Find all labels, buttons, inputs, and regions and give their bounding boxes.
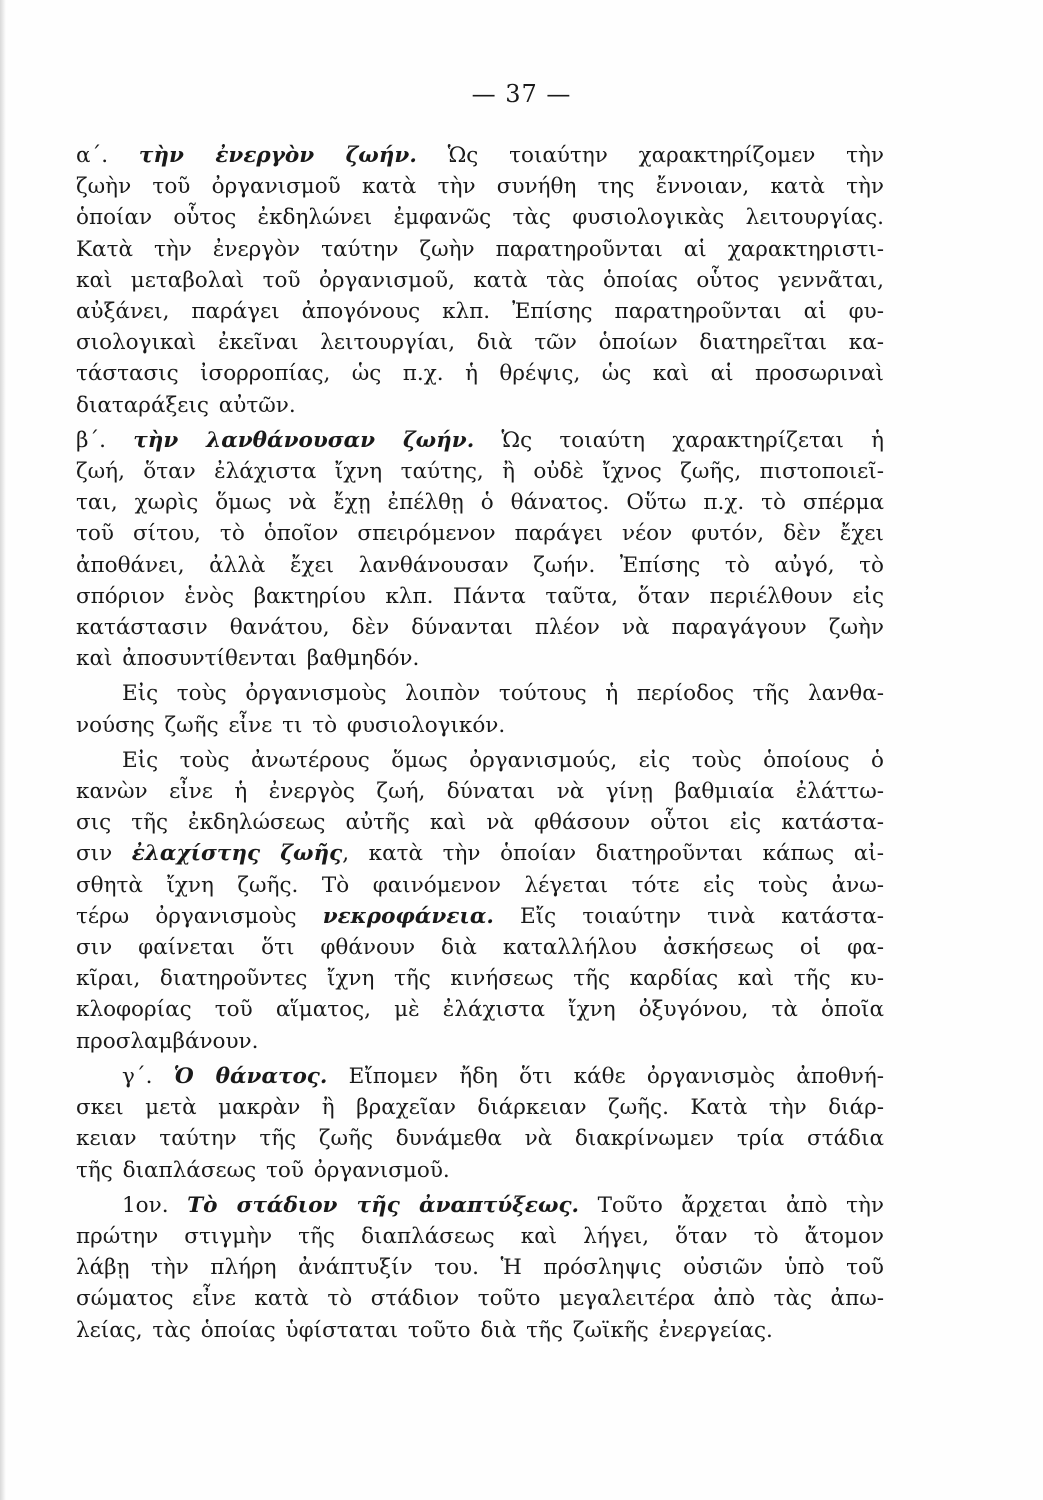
text-line <box>76 358 884 389</box>
emphasized-term: Ὁ θάνατος. <box>173 1063 328 1089</box>
text-line <box>76 870 884 901</box>
text-line <box>76 1283 884 1314</box>
text-line <box>76 838 884 869</box>
emphasized-term: τὴν ἐνεργὸν ζωήν. <box>138 143 417 168</box>
text-run: Τοῦτο ἄρχεται ἀπὸ τὴν <box>579 1192 884 1218</box>
text-line <box>76 296 884 327</box>
text-run: Εἰς τοὺς ἀνωτέρους ὅμως ὀργανισμούς, εἰς τοὺς ὁποίους ὁ <box>122 747 884 773</box>
text-run: σώματος εἶνε κατὰ τὸ στάδιον τοῦτο μεγαλειτέρα ἀπὸ τὰς ἀπω- <box>76 1286 884 1312</box>
paragraph-p6 <box>76 1190 884 1346</box>
text-run: ἀποθάνει, ἀλλὰ ἔχει λανθάνουσαν ζωήν. Ἐπίσης τὸ αὐγό, τὸ <box>76 552 884 578</box>
text-run: ζωή, ὅταν ἐλάχιστα ἴχνη ταύτης, ἢ οὐδὲ ἴχνος ζωῆς, πιστοποιεῖ- <box>76 459 884 485</box>
text-run: σπόριον ἑνὸς βακτηρίου κλπ. Πάντα ταῦτα, ὅταν περιέλθουν εἰς <box>76 583 884 609</box>
text-run: σθητὰ ἴχνη ζωῆς. Τὸ φαινόμενον λέγεται τότε εἰς τοὺς ἀνω- <box>76 872 884 898</box>
text-line <box>76 1061 884 1092</box>
text-line <box>76 643 884 674</box>
text-line <box>76 550 884 581</box>
text-run: κατάστασιν θανάτου, δὲν δύνανται πλέον νὰ παραγάγουν ζωὴν <box>76 615 884 641</box>
text-line <box>76 265 884 296</box>
text-line <box>76 425 884 456</box>
text-line <box>76 963 884 994</box>
text-line <box>76 1092 884 1123</box>
page-edge-shadow <box>0 0 6 1500</box>
text-line <box>76 581 884 612</box>
text-line <box>76 678 884 709</box>
text-run: Ὡς τοιαύτην χαρακτηρίζομεν τὴν <box>416 143 884 168</box>
text-line <box>76 1221 884 1252</box>
text-run: καὶ ἀποσυντίθενται βαθμηδόν. <box>76 646 420 672</box>
text-run: σκει μετὰ μακρὰν ἢ βραχεῖαν διάρκειαν ζωῆς. Κατὰ τὴν διάρ- <box>76 1095 884 1121</box>
emphasized-term: τὴν λανθάνουσαν ζωήν. <box>133 427 475 453</box>
text-run: σις τῆς ἐκδηλώσεως αὐτῆς καὶ νὰ φθάσουν οὗτοι εἰς κατάστα- <box>76 810 884 836</box>
text-run: σιν φαίνεται ὅτι φθάνουν διὰ καταλλήλου ἀσκήσεως οἱ φα- <box>76 935 884 961</box>
text-line <box>76 234 884 265</box>
text-line <box>76 807 884 838</box>
text-line <box>76 994 884 1025</box>
text-run: τοῦ σίτου, τὸ ὁποῖον σπειρόμενον παράγει νέον φυτόν, δὲν ἔχει <box>76 521 884 547</box>
text-line <box>76 776 884 807</box>
paragraph-p1 <box>76 140 884 421</box>
text-line <box>76 1155 884 1186</box>
text-line <box>76 932 884 963</box>
text-run: Εἰς τοὺς ὀργανισμοὺς λοιπὸν τούτους ἡ περίοδος τῆς λανθα- <box>122 681 884 707</box>
text-line <box>76 171 884 202</box>
text-line <box>76 1123 884 1154</box>
text-run: νούσης ζωῆς εἶνε τι τὸ φυσιολογικόν. <box>76 712 506 738</box>
text-line <box>76 1026 884 1057</box>
text-line <box>76 710 884 741</box>
text-line <box>76 140 884 171</box>
text-run: προσλαμβάνουν. <box>76 1028 259 1054</box>
text-run: πρώτην στιγμὴν τῆς διαπλάσεως καὶ λήγει, ὅταν τὸ ἄτομον <box>76 1223 884 1249</box>
emphasized-term: νεκροφάνεια. <box>322 903 494 929</box>
text-run: Κατὰ τὴν ἐνεργὸν ταύτην ζωὴν παρατηροῦνται αἱ χαρακτηριστι- <box>76 236 884 262</box>
text-run: σιολογικαὶ ἐκεῖναι λειτουργίαι, διὰ τῶν ὁποίων διατηρεῖται κα- <box>76 330 884 356</box>
text-run: λάβῃ τὴν πλήρη ἀνάπτυξίν του. Ἡ πρόσληψις οὐσιῶν ὑπὸ τοῦ <box>76 1255 884 1281</box>
text-line <box>76 390 884 421</box>
text-line <box>76 1190 884 1221</box>
body-text <box>76 140 884 1350</box>
text-run: τάστασις ἰσορροπίας, ὡς π.χ. ἡ θρέψις, ὡς καὶ αἱ προσωριναὶ <box>76 361 884 387</box>
text-run: κλοφορίας τοῦ αἵματος, μὲ ἐλάχιστα ἴχνη ὀξυγόνου, τὰ ὁποῖα <box>76 997 884 1023</box>
text-run: σιν <box>76 841 132 867</box>
emphasized-term: ἐλαχίστης ζωῆς <box>131 841 343 867</box>
text-run: , κατὰ τὴν ὁποίαν διατηροῦνται κάπως αἰ- <box>342 841 884 867</box>
text-run: τέρω ὀργανισμοὺς <box>76 903 323 929</box>
text-line <box>76 1315 884 1346</box>
text-line <box>76 612 884 643</box>
text-run: τῆς διαπλάσεως τοῦ ὀργανισμοῦ. <box>76 1157 450 1183</box>
text-run: κῖραι, διατηροῦντες ἴχνη τῆς κινήσεως τῆς καρδίας καὶ τῆς κυ- <box>76 966 884 992</box>
text-run: αὐξάνει, παράγει ἀπογόνους κλπ. Ἐπίσης παρατηροῦνται αἱ φυ- <box>76 299 884 325</box>
text-line <box>76 456 884 487</box>
text-run: γ΄. <box>122 1063 174 1089</box>
paragraph-p3 <box>76 678 884 740</box>
emphasized-term: Τὸ στάδιον τῆς ἀναπτύξεως. <box>187 1192 580 1218</box>
paragraph-p5 <box>76 1061 884 1186</box>
text-run: ζωὴν τοῦ ὀργανισμοῦ κατὰ τὴν συνήθη της ἔννοιαν, κατὰ τὴν <box>76 174 884 200</box>
text-run: Εἴς τοιαύτην τινὰ κατάστα- <box>493 903 885 929</box>
page-number: — 37 — <box>471 80 572 108</box>
text-line <box>76 901 884 932</box>
text-line <box>76 202 884 233</box>
text-run: β΄. <box>76 427 134 453</box>
text-run: διαταράξεις αὐτῶν. <box>76 392 296 418</box>
text-run: ὁποίαν οὗτος ἐκδηλώνει ἐμφανῶς τὰς φυσιολογικὰς λειτουργίας. <box>76 205 884 231</box>
text-run: Ὡς τοιαύτη χαρακτηρίζεται ἡ <box>474 427 884 453</box>
paragraph-p4 <box>76 745 884 1057</box>
text-line <box>76 745 884 776</box>
text-line <box>76 1252 884 1283</box>
text-line <box>76 518 884 549</box>
text-run: α΄. <box>76 143 139 168</box>
text-run: ται, χωρὶς ὅμως νὰ ἔχῃ ἐπέλθῃ ὁ θάνατος. Οὕτω π.χ. τὸ σπέρμα <box>76 490 884 516</box>
text-run: 1ον. <box>122 1192 188 1218</box>
text-run: καὶ μεταβολαὶ τοῦ ὀργανισμοῦ, κατὰ τὰς ὁποίας οὗτος γεννᾶται, <box>76 267 884 293</box>
paragraph-p2 <box>76 425 884 675</box>
text-line <box>76 327 884 358</box>
text-run: λείας, τὰς ὁποίας ὑφίσταται τοῦτο διὰ τῆς ζωϊκῆς ἐνεργείας. <box>76 1317 773 1343</box>
text-run: κειαν ταύτην τῆς ζωῆς δυνάμεθα νὰ διακρίνωμεν τρία στάδια <box>76 1126 884 1152</box>
text-run: κανὼν εἶνε ἡ ἐνεργὸς ζωή, δύναται νὰ γίνῃ βαθμιαία ἐλάττω- <box>76 779 884 805</box>
text-line <box>76 487 884 518</box>
text-run: Εἴπομεν ἤδη ὅτι κάθε ὀργανισμὸς ἀποθνή- <box>327 1063 884 1089</box>
